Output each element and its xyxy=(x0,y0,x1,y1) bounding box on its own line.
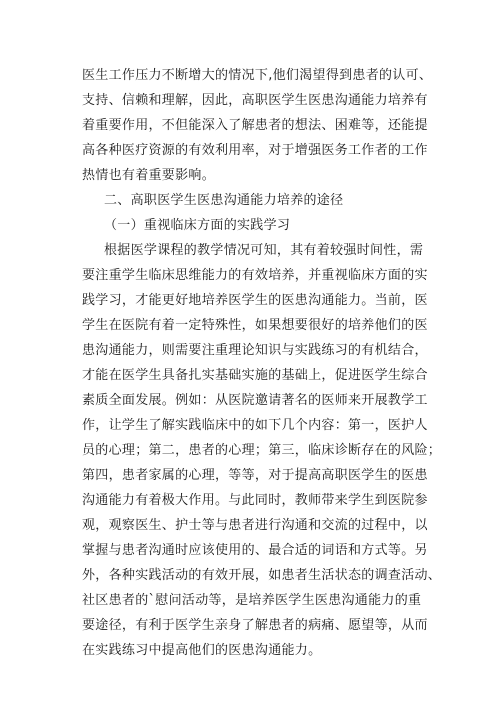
text-line: 支持、信赖和理解，因此，高职医学生医患沟通能力培养有 xyxy=(82,93,428,108)
text-line: 素质全面发展。例如：从医院邀请著名的医师来开展教学工 xyxy=(82,393,428,408)
text-line: 在实践练习中提高他们的医患沟通能力。 xyxy=(82,643,322,658)
text-line: 要注重学生临床思维能力的有效培养，并重视临床方面的实 xyxy=(82,268,428,283)
text-line: 着重要作用，不但能深入了解患者的想法、困难等，还能提 xyxy=(82,118,428,133)
text-line: 掌握与患者沟通时应该使用的、最合适的词语和方式等。另 xyxy=(82,543,428,558)
text-line: 第四，患者家属的心理，等等，对于提高高职医学生的医患 xyxy=(82,468,428,483)
section-heading: 二、高职医学生医患沟通能力培养的途径 xyxy=(104,193,344,208)
text-line: 热情也有着重要影响。 xyxy=(82,168,216,183)
text-line: 作，让学生了解实践临床中的如下几个内容：第一，医护人 xyxy=(82,418,428,433)
subsection-heading: （一）重视临床方面的实践学习 xyxy=(104,218,291,233)
text-line: 医生工作压力不断增大的情况下,他们渴望得到患者的认可、 xyxy=(82,68,433,83)
text-line: 外，各种实践活动的有效开展，如患者生活状态的调查活动、 xyxy=(82,568,442,583)
text-line: 才能在医学生具备扎实基础实施的基础上，促进医学生综合 xyxy=(82,368,428,383)
text-line: 高各种医疗资源的有效利用率，对于增强医务工作者的工作 xyxy=(82,143,428,158)
text-line: 根据医学课程的教学情况可知，其有着较强时间性，需 xyxy=(104,243,424,258)
text-line: 沟通能力有着极大作用。与此同时，教师带来学生到医院参 xyxy=(82,493,428,508)
text-line: 员的心理；第二，患者的心理；第三，临床诊断存在的风险； xyxy=(82,443,442,458)
text-line: 患沟通能力，则需要注重理论知识与实践练习的有机结合， xyxy=(82,343,428,358)
text-line: 社区患者的`慰问活动等，是培养医学生医患沟通能力的重 xyxy=(82,593,422,608)
text-line: 要途径，有利于医学生亲身了解患者的病痛、愿望等，从而 xyxy=(82,618,428,633)
text-line: 践学习，才能更好地培养医学生的医患沟通能力。当前，医 xyxy=(82,293,428,308)
text-line: 学生在医院有着一定特殊性，如果想要很好的培养他们的医 xyxy=(82,318,428,333)
text-line: 观，观察医生、护士等与患者进行沟通和交流的过程中，以 xyxy=(82,518,428,533)
